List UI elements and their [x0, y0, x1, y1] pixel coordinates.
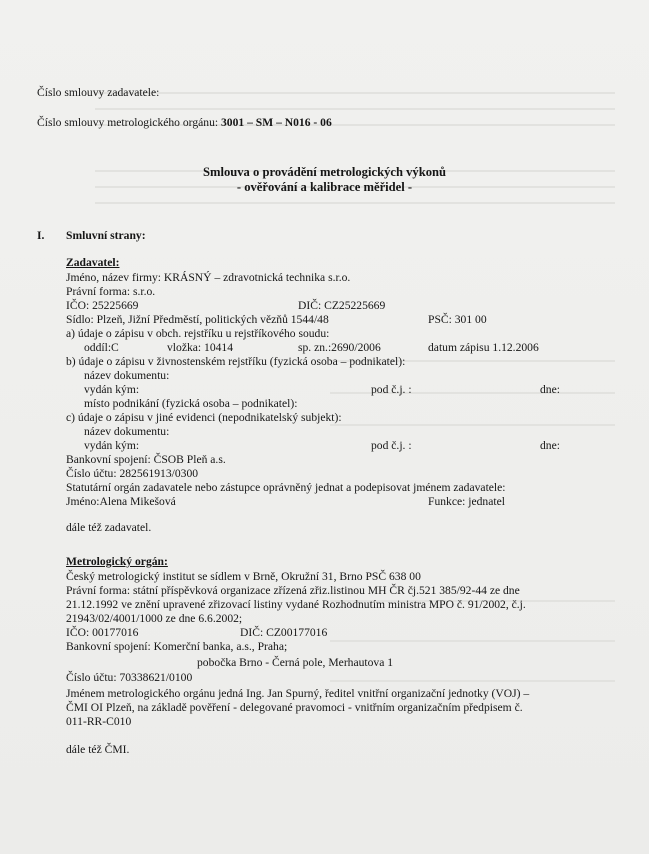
metrology-representative-cont: ČMI OI Plzeň, na základě pověření - delegované pravomoci - vnitřním organizačním předpisem č.: [66, 701, 523, 714]
contract-metro-label: Číslo smlouvy metrologického orgánu:: [37, 116, 219, 129]
client-reg-b-place: místo podnikání (fyzická osoba – podnikatel):: [84, 397, 298, 410]
bleed-through: [95, 108, 615, 110]
client-dic: DIČ: CZ25225669: [298, 299, 386, 312]
metrology-branch: pobočka Brno - Černá pole, Merhautova 1: [197, 656, 394, 669]
document-title: Smlouva o provádění metrologických výkonů: [202, 165, 447, 179]
client-reg-b-date: dne:: [540, 383, 560, 396]
metrology-dic: DIČ: CZ00177016: [240, 626, 328, 639]
client-reg-a: a) údaje o zápisu v obch. rejstříku u rejstříkového soudu:: [66, 327, 330, 340]
metrology-legal-form-cont2: 21943/02/4001/1000 ze dne 6.6.2002;: [66, 612, 243, 625]
metrology-account: Číslo účtu: 70338621/0100: [66, 671, 193, 684]
client-psc: PSČ: 301 00: [428, 313, 487, 326]
client-reg-a-section: oddíl:C: [84, 341, 119, 354]
client-legal-form: Právní forma: s.r.o.: [66, 285, 156, 298]
client-reg-a-date: datum zápisu 1.12.2006: [428, 341, 539, 354]
client-reg-b-issued: vydán kým:: [84, 383, 140, 396]
client-further: dále též zadavatel.: [66, 521, 152, 534]
client-reg-c-doc: název dokumentu:: [84, 425, 170, 438]
metrology-regulation: 011-RR-C010: [66, 715, 132, 728]
client-reg-b-doc: název dokumentu:: [84, 369, 170, 382]
section-number: I.: [37, 229, 45, 242]
client-reg-b-ref: pod č.j. :: [371, 383, 412, 396]
metrology-representative: Jménem metrologického orgánu jedná Ing. Jan Spurný, ředitel vnitřní organizační jednotky (VOJ) –: [66, 687, 530, 700]
metrology-bank: Bankovní spojení: Komerční banka, a.s., Praha;: [66, 640, 288, 653]
client-reg-a-insert: vložka: 10414: [167, 341, 234, 354]
client-heading: Zadavatel:: [66, 256, 120, 269]
client-person: Jméno:Alena Mikešová: [66, 495, 176, 508]
client-name: Jméno, název firmy: KRÁSNÝ – zdravotnická technika s.r.o.: [66, 271, 351, 284]
contract-metro-value: 3001 – SM – N016 - 06: [221, 116, 332, 129]
client-reg-a-file: sp. zn.:2690/2006: [298, 341, 381, 354]
bleed-through: [330, 640, 615, 642]
bleed-through: [330, 680, 615, 682]
section-heading: Smluvní strany:: [66, 229, 146, 242]
metrology-heading: Metrologický orgán:: [66, 555, 168, 568]
client-reg-c: c) údaje o zápisu v jiné evidenci (nepodnikatelský subjekt):: [66, 411, 342, 424]
contract-number-client: Číslo smlouvy zadavatele:: [37, 86, 160, 99]
client-reg-c-ref: pod č.j. :: [371, 439, 412, 452]
client-reg-c-issued: vydán kým:: [84, 439, 140, 452]
client-ico: IČO: 25225669: [66, 299, 139, 312]
client-statutory: Statutární orgán zadavatele nebo zástupce oprávněný jednat a podepisovat jménem zadavatele:: [66, 481, 506, 494]
metrology-legal-form: Právní forma: státní příspěvková organizace zřízená zřiz.listinou MH ČR čj.521 385/92-44 ze dne: [66, 584, 520, 597]
metrology-ico: IČO: 00177016: [66, 626, 139, 639]
bleed-through: [330, 424, 615, 426]
bleed-through: [95, 202, 615, 204]
client-bank: Bankovní spojení: ČSOB Pleň a.s.: [66, 453, 226, 466]
client-function: Funkce: jednatel: [428, 495, 505, 508]
client-reg-c-date: dne:: [540, 439, 560, 452]
client-seat: Sídlo: Plzeň, Jižní Předměstí, politických vězňů 1544/48: [66, 313, 329, 326]
contract-number-metrology: [37, 116, 332, 130]
metrology-legal-form-cont: 21.12.1992 ve znění upravené zřizovací listiny vydané Rozhodnutím ministra MPO č. 91/2002, č.j.: [66, 598, 526, 611]
client-account: Číslo účtu: 282561913/0300: [66, 467, 199, 480]
metrology-further: dále též ČMI.: [66, 743, 130, 756]
document-subtitle: - ověřování a kalibrace měřidel -: [236, 180, 413, 194]
metrology-address: Český metrologický institut se sídlem v Brně, Okružní 31, Brno PSČ 638 00: [66, 570, 421, 583]
bleed-through: [95, 92, 615, 94]
client-reg-b: b) údaje o zápisu v živnostenském rejstříku (fyzická osoba – podnikatel):: [66, 355, 406, 368]
